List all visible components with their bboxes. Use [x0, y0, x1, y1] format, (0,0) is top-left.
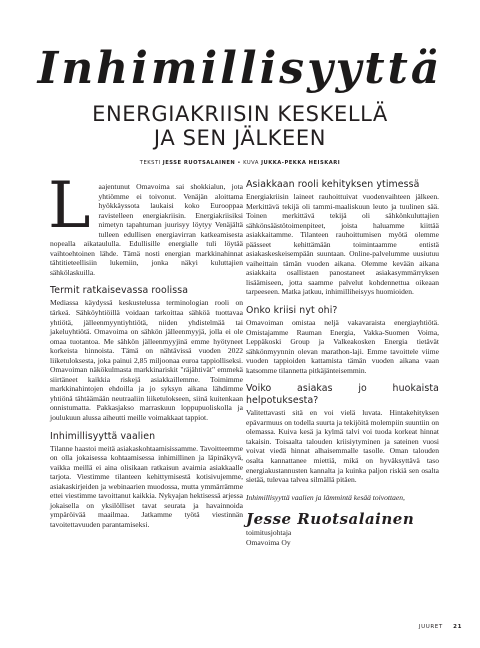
- section-heading: Voiko asiakas jo huokaista helpotuksesta?: [246, 383, 439, 407]
- signer-title: toimitusjohtaja: [246, 528, 292, 538]
- section-body: Tilanne haastoi meitä asiakaskohtaamisissamme. Tavoitteemme on olla jokaisessa kohtaamisessa inhimillinen ja läpinäkyvä, vaikka meillä ei aina olisikaan ratkaisun avaimia asiakkaalle tarjota. Viestimme tilanteen kehittymisestä kotisivujemme, asiakaskirjeiden ja webinaarien muodossa, mutta ymmärrämme ettei viestimme tavoittanut kaikkia. Nykyajan hektisessä arjessa jokaisella on yksilölliset tavat seurata ja havainnoida ympäröivää maailmaa. Jatkamme työtä viestinnän tavoitettavuuden parantamiseksi.: [50, 443, 243, 529]
- byline-photo-label: KUVA: [243, 160, 259, 166]
- section-heading: Termit ratkaisevassa roolissa: [50, 285, 189, 297]
- byline: [0, 160, 480, 166]
- headline: [0, 102, 480, 150]
- page-footer: [419, 624, 462, 630]
- intro-text: aajentunut Omavoima sai shokkialun, jota yhtiömme ei toivonut. Venäjän aloittama hyökkäyssota laukaisi koko Eurooppaa ravistelleen energiakriisin. Energiakriisiksi nimetyn tapahtuman juurisyy löytyy Venäjältä tulleen edullisen energiavirran katkeamisesta nopealla aikataululla. Edullisille energialle tuli löytää vaihtoehtoinen lähde. Tämä nosti energian markkinahinnat tähtitieteellisiin lukemiin, jonka näkyi kuluttajien sähkölaskuilla.: [50, 182, 243, 277]
- section-heading: Onko kriisi nyt ohi?: [246, 305, 338, 317]
- byline-text-label: TEKSTI: [139, 160, 161, 166]
- section-body: Energiakriisin laineet rauhoittuivat vuodenvaihteen jälkeen. Merkittävä tekijä oli tammi-maaliskuun leuto ja tuulinen sää. Toinen merkittävä tekijä oli sähkönkuluttajien sähkönsäästötoimenpiteet, joista haluamme kiittää asiakkaitamme. Tilanteen rauhoittumisen myötä olemme päässeet kehittämään toimintaamme entistä asiakaskeskeisempään suuntaan. Online-palvelumme uusiutuu vaiheittain tämän vuoden aikana. Olemme kevään aikana asiakkaita osallistaen panostaneet asiakasymmärryksen lisäämiseen, jotta saamme palvelut kohdennettua oikeaan tarpeeseen. Matka jatkuu, inhimilliheisyys huomioiden.: [246, 192, 439, 297]
- headline-line-2: JA SEN JÄLKEEN: [153, 126, 327, 150]
- section-body: Valitettavasti sitä en voi vielä luvata. Hintakehityksen epävarmuus on todella suurta ja tekijöitä molempiin suuntiin on olemassa. Kuiva kesä ja kylmä talvi voi tuoda korkeat hinnat takaisin. Toisaalta talouden kriisiytyminen ja sateinen vuosi voivat viedä hinnat alhaisemmalle tasolle. Oman talouden osalta kannattanee miettiä, mikä on hyväksyttävä taso energiakustannusten kannalta ja kuinka paljon riskiä sen osalta sietää, tulevaa talvea silmällä pitäen.: [246, 408, 439, 485]
- section-body: Mediassa käydyssä keskustelussa terminologian rooli on tärkeä. Sähköyhtiöillä voidaan tarkoittaa sähköä tuottavaa yhtiötä, jälleenmyyntiyhtiötä, niiden yhdistelmää tai jakeluyhtiötä. Omavoima on sähkön jälleenmyyjä, jolla ei ole omaa tuotantoa. Me sähkön jälleenmyyjinä emme hyötyneet korkeista hinnoista. Tämä on nähtävissä vuoden 2022 liiketuloksesta, joka painui 2,85 miljoonaa euroa tappiolliseksi. Omavoiman näkökulmasta markkinariskit "räjähtivät" emmekä siirtäneet kaikkia riskejä asiakkaillemme. Toimimme markkinahintojen ehdoilla ja jo syksyn aikana lähdimme yhtiönä tähtäämään neutraaliin liiketulokseen, siinä kuitenkaan onnistumatta. Pakkasjakso marraskuun loppupuoliskolla ja joulukuun alussa aiheutti meille voimakkaat tappiot.: [50, 298, 243, 423]
- signature: Jesse Ruotsalainen: [246, 510, 415, 529]
- closing-line: Inhimillisyyttä vaalien ja lämmintä kesää toivottaen,: [246, 492, 405, 502]
- byline-separator: •: [237, 160, 241, 166]
- drop-cap: L: [48, 169, 91, 243]
- script-title: Inhimillisyyttä: [37, 43, 443, 94]
- section-heading: Asiakkaan rooli kehityksen ytimessä: [246, 179, 420, 190]
- section-heading: Inhimillisyyttä vaalien: [50, 430, 156, 442]
- footer-section-name: JUURET: [418, 624, 443, 630]
- article-column-left: [48, 169, 243, 530]
- page-number: 21: [453, 624, 462, 630]
- article-column-right: [246, 179, 439, 547]
- signer-company: Omavoima Oy: [246, 537, 291, 547]
- byline-author: JESSE RUOTSALAINEN: [162, 160, 236, 166]
- section-body: Omavoiman omistaa neljä vakavaraista energiayhtiötä. Omistajamme Rauman Energia, Vakka-Suomen Voima, Leppäkoski Group ja Valkeakosken Energia tietävät sähkönmyynnin olevan marathon-laji. Emme tavoittele viime vuoden tappioiden kattamista tämän vuoden aikana vaan katsomme tilannetta pitkäjänteisemmin.: [246, 318, 439, 375]
- intro-paragraph: [48, 169, 243, 277]
- byline-photographer: JUKKA-PEKKA HEISKARI: [261, 160, 341, 166]
- headline-line-1: ENERGIAKRIISIN KESKELLÄ: [92, 102, 388, 126]
